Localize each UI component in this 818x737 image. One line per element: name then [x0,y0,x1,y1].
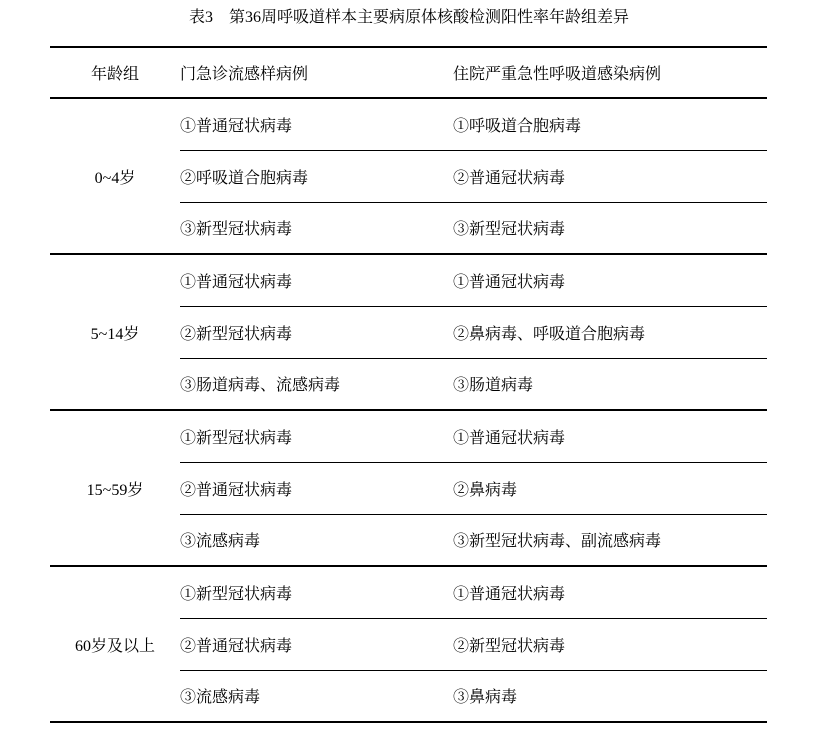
section-age-60-plus [50,566,767,722]
sari-pathogen-cell: ②新型冠状病毒 [453,618,767,670]
age-group-label: 0~4岁 [50,98,180,254]
ili-pathogen-cell: ②普通冠状病毒 [180,618,453,670]
sari-pathogen-cell: ②鼻病毒、呼吸道合胞病毒 [453,306,767,358]
header-age-group: 年龄组 [50,47,180,98]
section-age-0-4 [50,98,767,254]
header-row [50,47,767,98]
ili-pathogen-cell: ③流感病毒 [180,670,453,722]
ili-pathogen-cell: ①新型冠状病毒 [180,585,293,603]
header-sari-cases: 住院严重急性呼吸道感染病例 [453,47,767,98]
sari-pathogen-cell: ①普通冠状病毒 [453,273,566,291]
sari-pathogen-cell: ①呼吸道合胞病毒 [453,117,582,135]
sari-pathogen-cell: ③新型冠状病毒 [453,202,767,254]
pathogen-positivity-table [50,46,767,723]
ili-pathogen-cell: ①普通冠状病毒 [180,117,293,135]
ili-pathogen-cell: ①普通冠状病毒 [180,273,293,291]
age-group-label: 5~14岁 [50,254,180,410]
age-group-label: 60岁及以上 [50,566,180,722]
section-age-15-59 [50,410,767,566]
table-title: 表3 第36周呼吸道样本主要病原体核酸检测阳性率年龄组差异 [188,9,629,26]
sari-pathogen-cell: ②鼻病毒 [453,462,767,514]
table-row [50,98,767,150]
sari-pathogen-cell: ①普通冠状病毒 [453,585,566,603]
ili-pathogen-cell: ③新型冠状病毒 [180,202,453,254]
sari-pathogen-cell: ③鼻病毒 [453,670,767,722]
ili-pathogen-cell: ②呼吸道合胞病毒 [180,150,453,202]
header-ili-cases: 门急诊流感样病例 [180,47,453,98]
ili-pathogen-cell: ③流感病毒 [180,514,453,566]
table-row [50,254,767,306]
ili-pathogen-cell: ②普通冠状病毒 [180,462,453,514]
sari-pathogen-cell: ①普通冠状病毒 [453,429,566,447]
age-group-label: 15~59岁 [50,410,180,566]
table-row [50,410,767,462]
sari-pathogen-cell: ③新型冠状病毒、副流感病毒 [453,514,767,566]
sari-pathogen-cell: ③肠道病毒 [453,358,767,410]
ili-pathogen-cell: ①新型冠状病毒 [180,429,293,447]
ili-pathogen-cell: ③肠道病毒、流感病毒 [180,358,453,410]
table-row [50,566,767,618]
section-age-5-14 [50,254,767,410]
ili-pathogen-cell: ②新型冠状病毒 [180,306,453,358]
sari-pathogen-cell: ②普通冠状病毒 [453,150,767,202]
